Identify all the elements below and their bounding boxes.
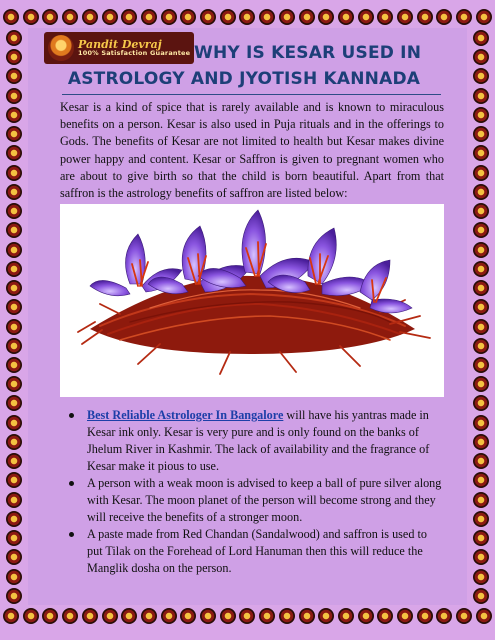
floral-ornament-icon (473, 49, 489, 65)
floral-ornament-icon (473, 107, 489, 123)
floral-ornament-icon (473, 222, 489, 238)
floral-ornament-icon (6, 472, 22, 488)
floral-ornament-icon (473, 30, 489, 46)
floral-ornament-icon (338, 9, 354, 25)
logo-tagline: 100% Satisfaction Guarantee (78, 49, 191, 58)
floral-ornament-icon (417, 608, 433, 624)
floral-ornament-icon (279, 9, 295, 25)
floral-ornament-icon (259, 608, 275, 624)
floral-ornament-icon (377, 9, 393, 25)
saffron-image (60, 204, 444, 397)
floral-ornament-icon (161, 9, 177, 25)
logo-name: Pandit Devraj (78, 37, 162, 51)
floral-ornament-icon (473, 126, 489, 142)
floral-ornament-icon (473, 88, 489, 104)
floral-ornament-icon (397, 608, 413, 624)
floral-ornament-icon (82, 9, 98, 25)
floral-ornament-icon (473, 242, 489, 258)
floral-ornament-icon (473, 184, 489, 200)
floral-ornament-icon (6, 530, 22, 546)
floral-ornament-icon (473, 280, 489, 296)
floral-ornament-icon (6, 88, 22, 104)
floral-ornament-icon (6, 395, 22, 411)
floral-ornament-icon (473, 165, 489, 181)
floral-ornament-icon (473, 549, 489, 565)
brand-logo[interactable] (44, 32, 194, 64)
floral-ornament-icon (6, 280, 22, 296)
floral-ornament-icon (6, 588, 22, 604)
floral-ornament-icon (6, 319, 22, 335)
floral-ornament-icon (299, 608, 315, 624)
floral-ornament-icon (23, 9, 39, 25)
deity-logo-icon (48, 35, 74, 61)
floral-ornament-icon (200, 9, 216, 25)
floral-ornament-icon (417, 9, 433, 25)
floral-ornament-icon (220, 608, 236, 624)
floral-ornament-icon (62, 608, 78, 624)
floral-ornament-icon (436, 9, 452, 25)
list-item (60, 526, 444, 577)
floral-ornament-icon (473, 203, 489, 219)
floral-ornament-icon (121, 9, 137, 25)
floral-ornament-icon (397, 9, 413, 25)
floral-ornament-icon (473, 338, 489, 354)
floral-ornament-icon (318, 608, 334, 624)
floral-ornament-icon (473, 472, 489, 488)
floral-ornament-icon (6, 261, 22, 277)
title-line-1: WHY IS KESAR USED IN (194, 43, 422, 63)
floral-ornament-icon (239, 608, 255, 624)
floral-ornament-icon (42, 9, 58, 25)
floral-ornament-icon (42, 608, 58, 624)
floral-ornament-icon (473, 434, 489, 450)
floral-ornament-icon (6, 376, 22, 392)
floral-ornament-icon (456, 608, 472, 624)
floral-ornament-icon (6, 242, 22, 258)
floral-ornament-icon (6, 511, 22, 527)
intro-paragraph: Kesar is a kind of spice that is rarely available and is known to miraculous benefits on a person. Kesar is also used in Puja rituals and in the offerings to Gods. The benefits of Kesar are not limited to health but Kesar makes divine power happy and content. Kesar or Saffron is given to pregnant women who are about to give birth so that the child is born beautiful. Apart from that saffron is the astrology benefits of saffron are listed below: (60, 100, 444, 201)
floral-ornament-icon (6, 569, 22, 585)
list-item (60, 475, 444, 526)
floral-ornament-icon (6, 415, 22, 431)
floral-ornament-icon (473, 415, 489, 431)
floral-ornament-icon (102, 608, 118, 624)
floral-ornament-icon (338, 608, 354, 624)
floral-ornament-icon (6, 145, 22, 161)
floral-ornament-icon (473, 453, 489, 469)
floral-ornament-icon (82, 608, 98, 624)
floral-ornament-icon (377, 608, 393, 624)
floral-ornament-icon (473, 319, 489, 335)
floral-ornament-icon (62, 9, 78, 25)
right-border (470, 28, 492, 606)
floral-ornament-icon (180, 9, 196, 25)
floral-ornament-icon (436, 608, 452, 624)
floral-ornament-icon (473, 357, 489, 373)
floral-ornament-icon (239, 9, 255, 25)
saffron-illustration (60, 204, 444, 397)
floral-ornament-icon (6, 49, 22, 65)
floral-ornament-icon (6, 184, 22, 200)
floral-ornament-icon (6, 492, 22, 508)
floral-ornament-icon (279, 608, 295, 624)
top-border (0, 6, 495, 28)
astrologer-link[interactable]: Best Reliable Astrologer In Bangalore (87, 408, 284, 422)
title-divider (62, 94, 441, 95)
left-border (3, 28, 25, 606)
floral-ornament-icon (473, 261, 489, 277)
floral-ornament-icon (161, 608, 177, 624)
floral-ornament-icon (6, 434, 22, 450)
floral-ornament-icon (6, 165, 22, 181)
floral-ornament-icon (473, 395, 489, 411)
floral-ornament-icon (220, 9, 236, 25)
floral-ornament-icon (473, 492, 489, 508)
floral-ornament-icon (476, 608, 492, 624)
floral-ornament-icon (473, 511, 489, 527)
floral-ornament-icon (473, 68, 489, 84)
list-item-text: A paste made from Red Chandan (Sandalwood) and saffron is used to put Tilak on the Forehead of Lord Hanuman then this will reduce the Manglik dosha on the person. (87, 527, 427, 575)
logo-text (78, 39, 190, 57)
floral-ornament-icon (259, 9, 275, 25)
list-item (60, 407, 444, 475)
floral-ornament-icon (102, 9, 118, 25)
floral-ornament-icon (200, 608, 216, 624)
floral-ornament-icon (6, 338, 22, 354)
list-item-text: A person with a weak moon is advised to keep a ball of pure silver along with Kesar. The moon planet of the person will become strong and they will receive the benefits of a stronger moon. (87, 476, 442, 524)
floral-ornament-icon (473, 588, 489, 604)
floral-ornament-icon (6, 222, 22, 238)
floral-ornament-icon (358, 9, 374, 25)
floral-ornament-icon (6, 549, 22, 565)
floral-ornament-icon (318, 9, 334, 25)
floral-ornament-icon (23, 608, 39, 624)
floral-ornament-icon (473, 569, 489, 585)
floral-ornament-icon (141, 9, 157, 25)
floral-ornament-icon (180, 608, 196, 624)
benefits-list (60, 407, 444, 577)
floral-ornament-icon (6, 68, 22, 84)
floral-ornament-icon (3, 608, 19, 624)
floral-ornament-icon (3, 9, 19, 25)
floral-ornament-icon (358, 608, 374, 624)
floral-ornament-icon (6, 299, 22, 315)
floral-ornament-icon (6, 126, 22, 142)
floral-ornament-icon (6, 30, 22, 46)
list-item-text: will have his yantras made in Kesar ink only. Kesar is very pure and is only found on the banks of Jhelum River in Kashmir. The lack of availability and the fragrance of Kesar make it pious to use. (87, 408, 430, 473)
floral-ornament-icon (141, 608, 157, 624)
floral-ornament-icon (6, 203, 22, 219)
title-line-2: ASTROLOGY AND JYOTISH KANNADA (67, 69, 421, 89)
floral-ornament-icon (473, 376, 489, 392)
bottom-border (0, 605, 495, 627)
floral-ornament-icon (456, 9, 472, 25)
floral-ornament-icon (473, 530, 489, 546)
floral-ornament-icon (121, 608, 137, 624)
floral-ornament-icon (476, 9, 492, 25)
floral-ornament-icon (6, 107, 22, 123)
floral-ornament-icon (6, 357, 22, 373)
floral-ornament-icon (6, 453, 22, 469)
floral-ornament-icon (299, 9, 315, 25)
floral-ornament-icon (473, 145, 489, 161)
floral-ornament-icon (473, 299, 489, 315)
